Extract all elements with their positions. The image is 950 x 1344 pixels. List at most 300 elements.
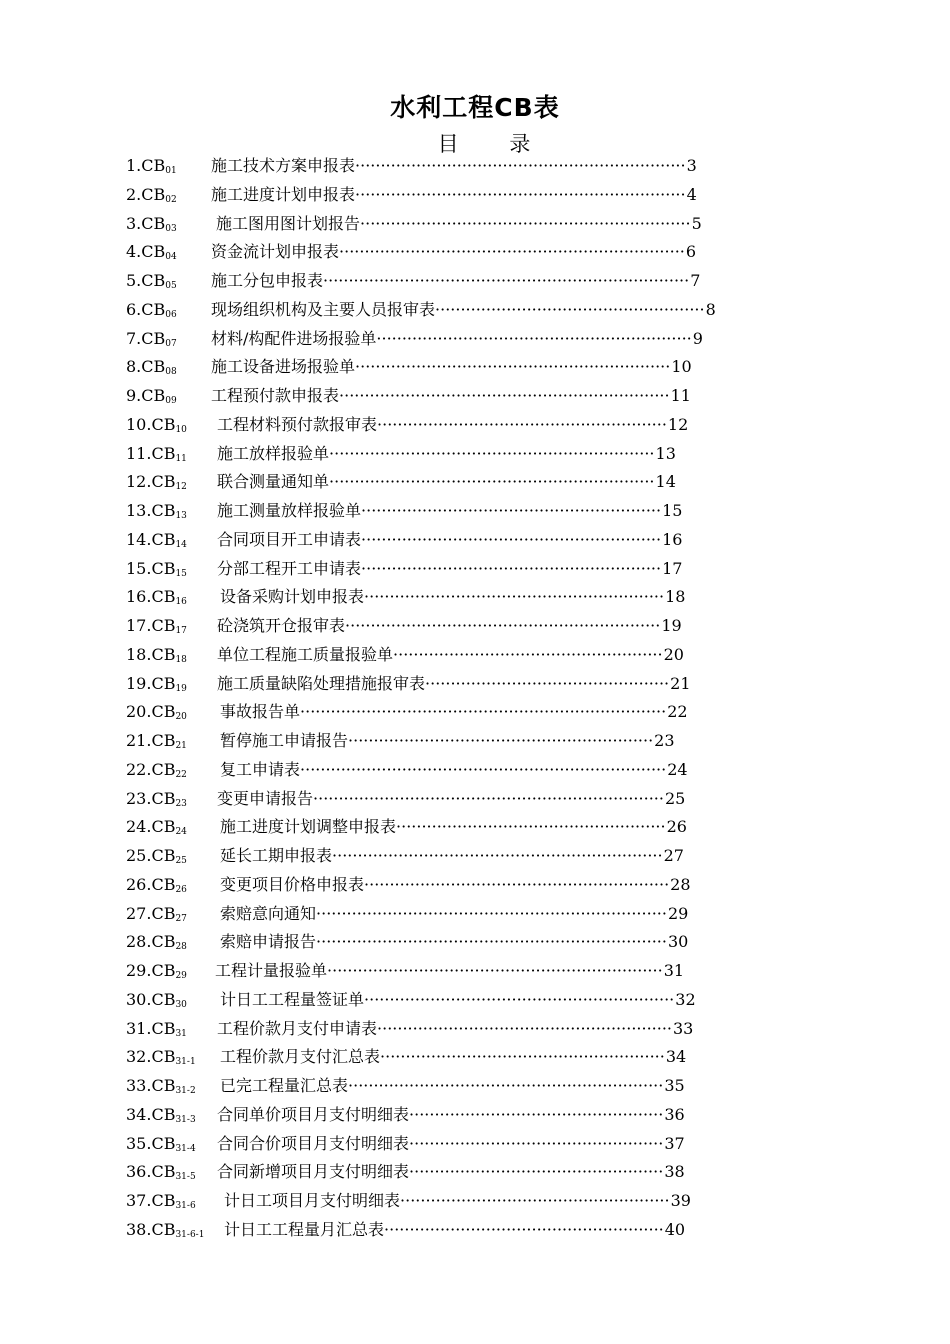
toc-entry-title [220,1043,686,1071]
toc-entry-leader: ····································································· [313,788,664,808]
toc-entry-prefix: CB [151,529,176,549]
toc-entry-subscript: 31-6 [175,1201,196,1211]
toc-entry-subscript: 28 [175,942,187,953]
toc-entry-title [211,238,696,266]
toc-entry-subscript: 31 [175,1028,187,1039]
toc-entry-title-text: 资金流计划申报表 [211,242,340,262]
toc-entry-title-text: 施工技术方案申报表 [211,156,356,175]
toc-entry-leader: ························································ [380,1047,665,1067]
toc-entry-title-text: 合同项目开工申请表 [217,529,362,549]
toc-entry-title [217,641,684,669]
toc-entry-prefix: CB [151,1076,176,1095]
toc-entry-title-text: 变更项目价格申报表 [220,874,365,894]
toc-entry[interactable] [126,986,696,1014]
toc-entry-page: 13 [655,443,676,463]
toc-entry-prefix: CB [151,1018,176,1038]
toc-entry-subscript: 31-2 [175,1086,196,1096]
toc-entry-title [217,670,691,698]
toc-entry[interactable] [126,612,682,640]
toc-entry[interactable] [126,957,685,985]
toc-entry-title-text: 单位工程施工质量报验单 [217,644,394,664]
toc-entry-page: 15 [662,501,683,520]
toc-entry-subscript: 23 [175,798,187,809]
toc-entry[interactable] [126,813,687,841]
toc-entry-title-text: 施工测量放样报验单 [217,501,362,520]
toc-entry-page: 7 [690,271,701,290]
toc-entry-subscript: 15 [175,568,187,579]
toc-entry-title-text: 索赔申请报告 [220,932,317,952]
toc-entry-title [220,986,696,1014]
toc-entry-subscript: 13 [175,511,187,521]
toc-entry-number: 36. [126,1162,152,1182]
toc-entry-title [211,353,692,381]
toc-entry[interactable] [126,756,688,784]
toc-entry-number: 11. [126,443,152,463]
toc-entry-title-text: 设备采购计划申报表 [220,587,365,607]
toc-entry-leader: ····················································· [400,1191,670,1210]
toc-entry-page: 3 [686,156,697,175]
toc-entry-title [220,871,691,899]
toc-entry-subscript: 25 [175,856,187,866]
toc-entry-title [217,1130,685,1158]
toc-entry-subscript: 31-3 [175,1114,196,1125]
toc-entry-number: 30. [126,989,152,1009]
toc-entry[interactable] [126,210,702,238]
toc-entry-subscript: 21 [175,741,187,751]
toc-entry[interactable] [126,842,684,870]
toc-entry-number: 20. [126,702,152,722]
toc-entry-page: 29 [667,903,689,923]
toc-entry-subscript: 30 [175,999,187,1010]
toc-entry-page: 14 [655,472,676,492]
toc-entry-number: 37. [126,1191,152,1210]
toc-entry-number: 10. [126,414,152,434]
toc-entry-title [217,612,682,640]
toc-entry-page: 28 [670,874,691,894]
toc-entry-subscript: 10 [175,424,187,435]
toc-entry-number: 26. [126,874,152,894]
toc-entry-page: 12 [667,414,689,434]
toc-entry-prefix: CB [151,501,176,520]
toc-entry-title [211,325,703,353]
toc-entry-page: 24 [667,759,688,779]
toc-entry-subscript: 22 [175,769,187,780]
toc-entry-page: 26 [666,817,687,837]
toc-entry-number: 34. [126,1104,152,1124]
toc-entry-subscript: 01 [165,166,177,176]
toc-entry-subscript: 29 [175,971,187,981]
toc-entry-subscript: 24 [175,827,187,838]
toc-entry-number: 31. [126,1018,152,1038]
toc-entry-title-text: 工程价款月支付申请表 [217,1018,378,1038]
toc-entry-leader: ································································· [355,156,686,175]
toc-entry-title [211,152,697,180]
toc-entry[interactable] [126,440,676,468]
toc-entry-leader: ·················································· [409,1133,664,1153]
toc-entry-page: 21 [670,673,691,693]
toc-entry[interactable] [126,181,697,209]
toc-entry[interactable] [126,555,683,583]
toc-entry-title-text: 暂停施工申请报告 [220,731,349,750]
toc-entry-page: 19 [661,616,682,635]
toc-entry-page: 33 [673,1018,694,1038]
toc-entry-number: 28. [126,932,152,952]
toc-entry-title-text: 施工分包申报表 [211,271,324,290]
toc-entry-title-text: 分部工程开工申请表 [217,558,362,578]
toc-entry-prefix: CB [141,242,166,262]
toc-entry-title-text: 材料/构配件进场报验单 [211,328,377,348]
toc-entry-page: 11 [670,386,691,405]
toc-entry-title [217,1015,693,1043]
toc-entry-prefix: CB [151,759,176,779]
toc-entry-title-text: 施工质量缺陷处理措施报审表 [217,673,426,693]
toc-entry[interactable] [126,353,692,381]
toc-entry[interactable] [126,468,676,496]
toc-entry-page: 30 [667,932,689,952]
toc-entry[interactable] [126,411,689,439]
toc-entry-leader: ······························································ [376,328,692,348]
toc-entry-number: 17. [126,616,152,635]
toc-entry[interactable] [126,583,686,611]
toc-entry-title [211,296,716,324]
toc-entry-subscript: 07 [165,338,177,349]
toc-entry-page: 6 [685,242,697,262]
toc-entry-subscript: 31-4 [175,1143,196,1154]
toc-entry-page: 16 [662,529,683,549]
toc-entry-leader: ···································································· [339,242,685,262]
toc-entry-title [220,1072,685,1100]
toc-entry-number: 33. [126,1076,152,1095]
toc-entry-title-text: 砼浇筑开仓报审表 [217,616,346,635]
toc-entry-leader: ······························································ [348,1076,664,1095]
toc-entry-number: 18. [126,644,152,664]
toc-entry-leader: ·················································· [409,1104,664,1124]
toc-entry[interactable] [126,871,691,899]
toc-entry-leader: ····································································· [316,932,667,952]
toc-entry-subscript: 31-6-1 [175,1229,205,1240]
toc-entry-title-text: 事故报告单 [220,702,301,722]
toc-entry-number: 32. [126,1047,152,1067]
toc-entry-leader: ··························································· [364,587,665,607]
toc-entry-number: 8. [126,357,142,377]
toc-entry-number: 9. [126,386,142,405]
toc-entry-prefix: CB [151,558,176,578]
toc-entry-number: 27. [126,903,152,923]
toc-entry-prefix: CB [151,788,176,808]
toc-entry[interactable] [126,785,686,813]
toc-entry-page: 38 [664,1162,685,1182]
toc-entry-prefix: CB [151,846,176,865]
toc-entry-subscript: 16 [175,597,187,608]
toc-entry-title-text: 已完工程量汇总表 [220,1076,349,1095]
toc-entry-subscript: 03 [165,223,177,234]
toc-entry-leader: ······························································ [345,616,661,635]
toc-entry-page: 10 [671,357,692,377]
toc-entry[interactable] [126,900,689,928]
toc-entry-leader: ·························································· [377,1018,672,1038]
toc-entry-prefix: CB [151,1162,176,1182]
toc-entry[interactable] [126,727,675,755]
toc-entry-prefix: CB [141,357,166,377]
toc-entry-number: 1. [126,156,142,175]
toc-entry-number: 3. [126,213,142,233]
toc-entry-subscript: 20 [175,712,187,723]
toc-entry-title-text: 联合测量通知单 [217,472,330,492]
toc-entry-leader: ································································· [339,386,670,405]
toc-entry-number: 38. [126,1219,152,1239]
toc-entry-number: 4. [126,242,142,262]
toc-entry-page: 37 [664,1133,685,1153]
toc-entry-page: 8 [705,299,716,319]
toc-entry-number: 16. [126,587,152,607]
toc-entry-leader: ··························································· [361,558,662,578]
toc-entry-title-text: 施工设备进场报验单 [211,357,356,377]
toc-entry-number: 22. [126,759,152,779]
toc-entry-title [220,842,684,870]
toc-entry-title-text: 合同合价项目月支付明细表 [217,1133,410,1153]
toc-entry-title-text: 现场组织机构及主要人员报审表 [211,299,436,319]
toc-entry-number: 21. [126,731,152,750]
toc-entry-title-text: 变更申请报告 [217,788,314,808]
toc-entry[interactable] [126,1043,687,1071]
toc-entry-prefix: CB [151,903,176,923]
toc-entry-leader: ······························································ [355,357,671,377]
toc-entry-title [217,1158,685,1186]
toc-entry-leader: ································································ [329,472,655,492]
toc-entry-title [220,756,688,784]
toc-entry-leader: ································································· [332,846,663,865]
toc-entry-prefix: CB [151,874,176,894]
toc-entry-number: 25. [126,846,152,865]
toc-entry-prefix: CB [151,702,176,722]
toc-entry-number: 35. [126,1133,152,1153]
toc-entry-prefix: CB [151,587,176,607]
toc-entry-number: 5. [126,271,142,290]
toc-heading: 目 录 [437,132,553,156]
toc-entry-title [217,555,682,583]
toc-entry-prefix: CB [141,184,166,204]
toc-entry-prefix: CB [151,731,176,750]
toc-entry-page: 9 [692,328,703,348]
toc-entry-leader: ····························································· [364,989,675,1009]
toc-entry-subscript: 31-1 [175,1057,196,1068]
toc-entry-leader: ····················································· [393,644,663,664]
toc-entry-title [220,727,675,755]
toc-entry-prefix: CB [141,328,166,348]
toc-entry-subscript: 09 [165,396,177,406]
toc-entry-title-text: 复工申请表 [220,759,301,779]
toc-entry-leader: ····································································· [316,903,667,923]
toc-entry-leader: ·················································· [409,1162,664,1182]
toc-entry-prefix: CB [151,1219,176,1239]
toc-entry-title [224,1187,691,1215]
toc-entry-page: 4 [686,184,697,204]
toc-entry-title [216,210,702,238]
toc-entry-code [126,1216,204,1249]
toc-entry-leader: ································································· [355,184,686,204]
toc-entry-title-text: 施工放样报验单 [217,443,330,463]
toc-entry-number: 12. [126,472,152,492]
toc-entry[interactable] [126,1130,685,1158]
toc-entry-leader: ························································· [377,414,667,434]
toc-entry-page: 40 [664,1219,686,1239]
toc-entry[interactable] [126,641,684,669]
toc-entry-leader: ········································································ [323,271,690,290]
toc-entry-prefix: CB [151,1191,176,1210]
toc-entry-title-text: 合同单价项目月支付明细表 [217,1104,410,1124]
toc-entry-leader: ·································································· [327,961,663,980]
toc-entry-number: 29. [126,961,152,980]
toc-entry-page: 17 [662,558,683,578]
toc-entry[interactable] [126,928,689,956]
toc-entry-prefix: CB [151,961,176,980]
toc-entry-subscript: 26 [175,884,187,895]
toc-entry[interactable] [126,238,697,266]
toc-entry-number: 6. [126,299,142,319]
toc-entry-page: 39 [670,1191,691,1210]
toc-entry-number: 7. [126,328,142,348]
toc-entry-subscript: 02 [165,194,177,205]
toc-entry-title-text: 延长工期申报表 [220,846,333,865]
toc-entry[interactable] [126,1015,694,1043]
toc-entry-prefix: CB [141,156,166,175]
toc-entry-page: 32 [675,989,696,1009]
toc-entry-title-text: 施工进度计划调整申报表 [220,817,397,837]
toc-entry-leader: ··························································· [361,501,662,520]
toc-entry-leader: ····················································· [435,299,705,319]
toc-entry-subscript: 05 [165,281,177,291]
toc-entry-page: 35 [664,1076,685,1095]
toc-entry[interactable] [126,1187,691,1215]
toc-entry-number: 2. [126,184,142,204]
toc-entry-subscript: 06 [165,309,177,320]
toc-entry-title [224,1216,685,1244]
toc-entry-number: 14. [126,529,152,549]
toc-entry-title-text: 施工进度计划申报表 [211,184,356,204]
toc-entry-prefix: CB [151,673,176,693]
toc-entry-leader: ········································································ [300,759,667,779]
toc-entry-page: 22 [667,702,688,722]
toc-entry-prefix: CB [151,1104,176,1124]
toc-entry-title [217,497,682,525]
toc-entry-subscript: 19 [175,683,187,694]
toc-entry-title [220,928,688,956]
toc-entry-page: 36 [664,1104,685,1124]
toc-entry-leader: ········································································ [300,702,667,722]
toc-entry-prefix: CB [151,1133,176,1153]
toc-entry-title-text: 索赔意向通知 [220,903,317,923]
toc-entry[interactable] [126,670,691,698]
toc-entry-title [217,785,685,813]
toc-entry-title [220,900,688,928]
toc-entry-subscript: 18 [175,654,187,665]
toc-entry-number: 19. [126,673,152,693]
toc-entry-page: 34 [665,1047,687,1067]
toc-entry[interactable] [126,526,683,554]
toc-entry-prefix: CB [151,443,176,463]
toc-entry-page: 18 [665,587,686,607]
toc-entry[interactable] [126,296,716,324]
toc-entry-prefix: CB [151,1047,176,1067]
toc-entry-title [217,440,676,468]
toc-entry-title [220,583,685,611]
toc-entry-number: 23. [126,788,152,808]
document-title: 水利工程CB表 [390,93,560,122]
toc-entry[interactable] [126,1216,686,1244]
toc-entry-page: 20 [663,644,684,664]
toc-entry-page: 5 [691,213,702,233]
toc-entry-page: 27 [663,846,684,865]
toc-entry-leader: ···························································· [364,874,670,894]
toc-entry[interactable] [126,1101,685,1129]
toc-entry-title [211,382,691,410]
toc-entry-title [217,1101,685,1129]
toc-entry-title-text: 工程价款月支付汇总表 [220,1047,381,1067]
toc-entry-prefix: CB [141,386,166,405]
toc-entry-title [217,411,688,439]
toc-entry[interactable] [126,325,703,353]
toc-entry-subscript: 31-5 [175,1172,196,1183]
toc-entry-title [215,957,684,985]
toc-entry-page: 23 [654,731,675,750]
toc-entry-title-text: 施工图用图计划报告 [216,213,361,233]
toc-entry-page: 25 [664,788,686,808]
toc-entry-title-text: 工程材料预付款报审表 [217,414,378,434]
toc-entry-prefix: CB [151,644,176,664]
toc-entry-prefix: CB [151,616,176,635]
toc-entry-leader: ···························································· [348,731,654,750]
toc-entry[interactable] [126,1158,685,1186]
toc-entry-prefix: CB [151,989,176,1009]
toc-entry-subscript: 04 [165,252,177,263]
toc-entry-prefix: CB [151,414,176,434]
toc-entry-prefix: CB [151,817,176,837]
toc-entry[interactable] [126,267,701,295]
toc-entry-title [217,468,676,496]
toc-entry-number: 13. [126,501,152,520]
toc-entry-number: 24. [126,817,152,837]
toc-entry-subscript: 27 [175,913,187,924]
toc-entry-title-text: 工程计量报验单 [215,961,328,980]
toc-entry-title-text: 计日工工程量签证单 [220,989,365,1009]
toc-entry-subscript: 17 [175,626,187,636]
toc-entry-leader: ································································· [360,213,691,233]
toc-entry[interactable] [126,152,697,180]
toc-entry-leader: ································································ [329,443,655,463]
toc-entry-title-text: 计日工项目月支付明细表 [224,1191,401,1210]
toc-entry-title [211,181,697,209]
toc-entry-title-text: 工程预付款申报表 [211,386,340,405]
toc-entry-leader: ······················································· [384,1219,664,1239]
toc-entry[interactable] [126,1072,685,1100]
toc-entry[interactable] [126,497,683,525]
toc-entry-subscript: 12 [175,482,187,493]
toc-entry-title-text: 计日工工程量月汇总表 [224,1219,385,1239]
toc-entry-subscript: 08 [165,367,177,378]
toc-entry-title [220,698,688,726]
toc-entry-leader: ··························································· [361,529,662,549]
toc-entry[interactable] [126,382,691,410]
toc-entry-title [211,267,700,295]
toc-entry-leader: ····················································· [396,817,666,837]
toc-entry[interactable] [126,698,688,726]
toc-entry-title-text: 合同新增项目月支付明细表 [217,1162,410,1182]
toc-entry-subscript: 11 [175,453,187,464]
toc-entry-prefix: CB [151,932,176,952]
toc-entry-prefix: CB [151,472,176,492]
toc-entry-subscript: 14 [175,539,187,550]
toc-entry-prefix: CB [141,271,166,290]
